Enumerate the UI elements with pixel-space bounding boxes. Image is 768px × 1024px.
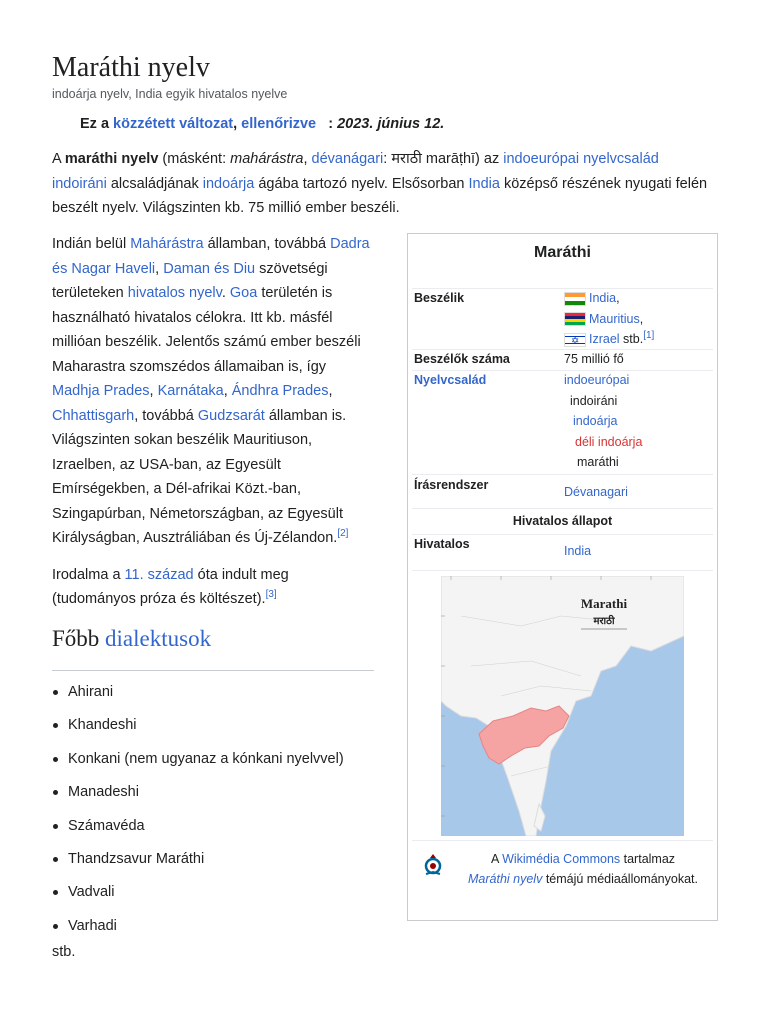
checked-link[interactable]: ellenőrizve <box>241 116 317 132</box>
link-official-india[interactable]: India <box>564 544 592 558</box>
link-indoeuropean[interactable]: indoeurópai nyelvcsalád <box>503 151 659 167</box>
infobox-divider <box>412 288 713 289</box>
paragraph-regions: Indián belül Mahárástra államban, továbbá Dadra és Nagar Haveli, Daman és Diu szövetségi területeken hivatalos nyelv. Goa területén is használható hivatalos célokra. Itt kb. másfél millióan beszélik. Jelentős számú ember beszéli Maharastra szomszédos államaiban is, így Madhja Prades, Karnátaka, Ándhra Prades, Chhattisgarh, továbbá Gudzsarát államban is. Világszinten sokan beszélik Mauritiuson, Izraelben, az USA-ban, az Egyesült Emírségekben, a Dél-afrikai Közt.-ban, Szingapúrban, Németországban, az Egyesült Királyságban, Ausztráliában és Új-Zélandon.[2] <box>52 236 370 546</box>
page-tagline: indoárja nyelv, India egyik hivatalos nyelve <box>52 87 288 101</box>
dialects-heading: Főbb dialektusok <box>52 626 212 651</box>
ref-2[interactable]: [2] <box>337 528 349 540</box>
label-script: Írásrendszer <box>414 478 489 492</box>
label-speakers: Beszélők száma <box>414 352 510 366</box>
link-daman[interactable]: Daman és Diu <box>163 260 256 277</box>
infobox-title: Maráthi <box>534 244 591 261</box>
link-maharashtra[interactable]: Mahárástra <box>130 236 204 252</box>
flag-india-icon <box>564 292 586 306</box>
infobox-divider <box>412 534 713 535</box>
label-family-link[interactable]: Nyelvcsalád <box>414 373 487 387</box>
link-madhya-pradesh[interactable]: Madhja Prades <box>52 383 150 399</box>
link-11th-century[interactable]: 11. század <box>124 566 194 583</box>
wikimedia-commons-icon <box>422 852 444 878</box>
infobox-divider <box>412 370 713 371</box>
intro-paragraph: A maráthi nyelv (másként: mahárástra, dévanágari: मराठी marāṭhī) az indoeurópai nyelvcsalád indoiráni alcsaládjának indoárja ágába tartozó nyelv. Elsősorban India középső részének nyugati felén beszélt nyelv. Világszinten kb. 75 millió ember beszéli. <box>52 151 708 216</box>
page-title: Maráthi nyelv <box>52 52 210 83</box>
revision-date: 2023. június 12. <box>337 116 445 132</box>
link-dialects[interactable]: dialektusok <box>105 626 212 651</box>
section-official-status: Hivatalos állapot <box>512 514 613 528</box>
list-item: Vadvali <box>52 880 344 913</box>
list-item: Ahirani <box>52 680 344 713</box>
link-chhattisgarh[interactable]: Chhattisgarh <box>52 407 135 424</box>
link-indoiranian[interactable]: indoiráni <box>52 175 107 192</box>
link-country-israel[interactable]: Izrael <box>589 332 620 346</box>
flag-israel-icon <box>564 333 586 347</box>
heading-divider <box>52 670 374 671</box>
link-script-devanagari[interactable]: Dévanagari <box>564 485 628 499</box>
list-item: Varhadi <box>52 914 344 947</box>
map-title: Marathi <box>580 596 628 611</box>
link-karnataka[interactable]: Karnátaka <box>157 383 224 399</box>
list-item: Manadeshi <box>52 780 344 813</box>
flag-mauritius-icon <box>564 312 586 326</box>
value-speakers: 75 millió fő <box>564 352 624 366</box>
link-country-india[interactable]: India <box>589 291 617 305</box>
revision-notice: Ez a közzétett változat, ellenőrizve : 2023. június 12. <box>80 116 445 132</box>
infobox <box>407 233 718 921</box>
dialects-list <box>52 680 344 947</box>
link-country-mauritius[interactable]: Mauritius <box>589 311 640 326</box>
label-spoken: Beszélik <box>414 291 465 305</box>
family-indoiranian: indoiráni <box>570 393 618 408</box>
family-marathi: maráthi <box>577 455 619 469</box>
infobox-divider <box>412 349 713 350</box>
paragraph-literature: Irodalma a 11. század óta indult meg (tudományos próza és költészet).[3] <box>52 566 289 607</box>
link-dadra[interactable]: Dadra és Nagar Haveli <box>52 236 370 277</box>
india-map-image <box>441 576 684 836</box>
link-commons-category[interactable]: Maráthi nyelv <box>468 871 543 886</box>
ref-1[interactable]: [1] <box>643 329 655 341</box>
link-indoaryan[interactable]: indoárja <box>202 175 255 192</box>
link-devanagari[interactable]: dévanágari <box>311 151 384 167</box>
link-india[interactable]: India <box>468 175 500 192</box>
list-item: Számavéda <box>52 814 344 847</box>
infobox-divider <box>412 474 713 475</box>
etc-text: stb. <box>52 944 76 960</box>
list-item: Konkani (nem ugyanaz a kónkani nyelvvel) <box>52 747 344 780</box>
body-column <box>52 232 372 624</box>
link-official-language[interactable]: hivatalos nyelv <box>127 285 222 301</box>
link-family-indoeuropean[interactable]: indoeurópai <box>564 373 630 387</box>
language-map[interactable] <box>441 576 684 836</box>
link-andhra-pradesh[interactable]: Ándhra Prades <box>231 383 329 399</box>
infobox-divider <box>412 508 713 509</box>
link-gujarat[interactable]: Gudzsarát <box>197 407 265 424</box>
infobox-divider <box>412 570 713 571</box>
ref-3[interactable]: [3] <box>265 589 277 601</box>
link-family-south-indoaryan[interactable]: déli indoárja <box>575 434 643 449</box>
infobox-divider <box>412 840 713 841</box>
link-family-indoaryan[interactable]: indoárja <box>573 414 618 428</box>
link-goa[interactable]: Goa <box>229 285 258 301</box>
published-version-link[interactable]: közzétett változat <box>113 116 234 132</box>
value-spoken: India, Mauritius, ✡Izrael stb.[1] <box>564 288 654 350</box>
label-official: Hivatalos <box>414 537 470 551</box>
value-family <box>564 370 642 473</box>
map-subtitle: मराठी <box>593 616 615 627</box>
list-item: Thandzsavur Maráthi <box>52 847 344 880</box>
commons-text: A Wikimédia Commons tartalmaz Maráthi nyelv témájú médiaállományokat. <box>468 852 698 886</box>
link-wikimedia-commons[interactable]: Wikimédia Commons <box>502 852 621 866</box>
list-item: Khandeshi <box>52 713 344 746</box>
